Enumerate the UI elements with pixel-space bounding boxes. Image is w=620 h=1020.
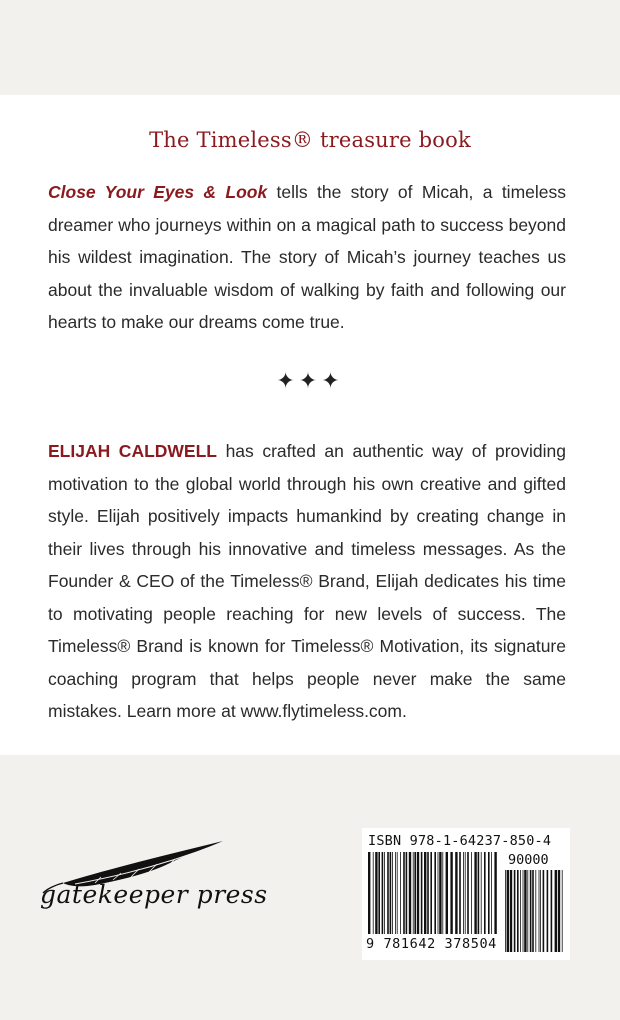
- barcode-bar: [530, 870, 532, 952]
- barcode-bar: [430, 852, 432, 934]
- barcode-bar: [421, 852, 423, 934]
- barcode-bar: [375, 852, 377, 934]
- barcode-bar: [547, 870, 549, 952]
- price-addon-barcode: [505, 870, 565, 952]
- barcode-bar: [491, 852, 492, 934]
- barcode-bar: [439, 852, 441, 934]
- barcode-bar: [409, 852, 411, 934]
- barcode-bar: [471, 852, 472, 934]
- barcode-bar: [562, 870, 563, 952]
- top-band: [0, 0, 620, 95]
- barcode-bar: [527, 870, 528, 952]
- barcode-bar: [459, 852, 461, 934]
- barcode-bar: [424, 852, 426, 934]
- barcode-bar: [484, 852, 486, 934]
- barcode-bar: [406, 852, 408, 934]
- barcode-bar: [387, 852, 389, 934]
- barcode-bar: [494, 852, 496, 934]
- barcode-bar: [514, 870, 516, 952]
- barcode-bar: [488, 852, 490, 934]
- barcode-bar: [455, 852, 457, 934]
- barcode-bar: [373, 852, 374, 934]
- barcode-bar: [438, 852, 439, 934]
- barcode-bar: [520, 870, 521, 952]
- book-blurb: [48, 176, 566, 339]
- barcode-bar: [465, 852, 466, 934]
- barcode-bar: [368, 852, 370, 934]
- barcode-bar: [524, 870, 526, 952]
- barcode-bar: [517, 870, 519, 952]
- barcode-bar: [414, 852, 416, 934]
- author-name: ELIJAH CALDWELL: [48, 441, 217, 461]
- barcode-bar: [535, 870, 536, 952]
- barcode-bar: [378, 852, 380, 934]
- barcode-bar: [427, 852, 429, 934]
- barcode-bar: [463, 852, 464, 934]
- barcode-bar: [417, 852, 419, 934]
- barcode-bar: [543, 870, 545, 952]
- barcode-bar: [532, 870, 534, 952]
- barcode-bar: [555, 870, 557, 952]
- barcode-bar: [395, 852, 396, 934]
- barcode-bar: [523, 870, 524, 952]
- barcode-bar: [397, 852, 398, 934]
- barcode-bar: [400, 852, 401, 934]
- barcode-bar: [539, 870, 540, 952]
- blurb-text: tells the story of Micah, a timeless dreamer who journeys within on a magical path to success beyond his wildest imagination. The story of Micah’s journey teaches us about the invaluable wisdom of walking by faith and following our hearts to make our dreams come true.: [48, 182, 566, 332]
- author-bio-text: has crafted an authentic way of providing motivation to the global world through his own creative and gifted style. Elijah positively impacts humankind by creating change in their lives through his innovative and timeless messages. As the Founder & CEO of the Timeless® Brand, Elijah dedicates his time to motivating people reaching for new levels of success. The Timeless® Brand is known for Timeless® Motivation, its signature coaching program that helps people never make the same mistakes. Learn more at www.flytimeless.com.: [48, 441, 566, 721]
- ean-text: 9 781642 378504: [366, 936, 497, 952]
- barcode-bar: [558, 870, 560, 952]
- publisher-logo-text: gatekeeper press: [40, 880, 268, 909]
- barcode-bar: [507, 870, 509, 952]
- barcode-bar: [392, 852, 393, 934]
- barcode-bar: [446, 852, 448, 934]
- page-title: The Timeless® treasure book: [149, 128, 471, 152]
- barcode-bar: [434, 852, 436, 934]
- barcode-bar: [505, 870, 506, 952]
- barcode-bar: [510, 870, 512, 952]
- author-bio: [48, 435, 566, 728]
- barcode-bar: [474, 852, 476, 934]
- isbn-text: ISBN 978-1-64237-850-4: [368, 833, 552, 849]
- barcode-bar: [481, 852, 482, 934]
- ean-barcode: [368, 852, 498, 934]
- barcode-bar: [390, 852, 392, 934]
- barcode-bar: [551, 870, 553, 952]
- barcode-bar: [413, 852, 414, 934]
- barcode-bar: [450, 852, 452, 934]
- barcode-bar: [540, 870, 541, 952]
- barcode-bar: [384, 852, 385, 934]
- barcode-bar: [382, 852, 384, 934]
- barcode-bar: [442, 852, 443, 934]
- section-divider: ✦✦✦: [276, 368, 344, 393]
- barcode-bar: [478, 852, 480, 934]
- price-code-text: 90000: [508, 852, 549, 868]
- book-title: Close Your Eyes & Look: [48, 182, 268, 202]
- barcode-bar: [403, 852, 405, 934]
- barcode-bar: [467, 852, 469, 934]
